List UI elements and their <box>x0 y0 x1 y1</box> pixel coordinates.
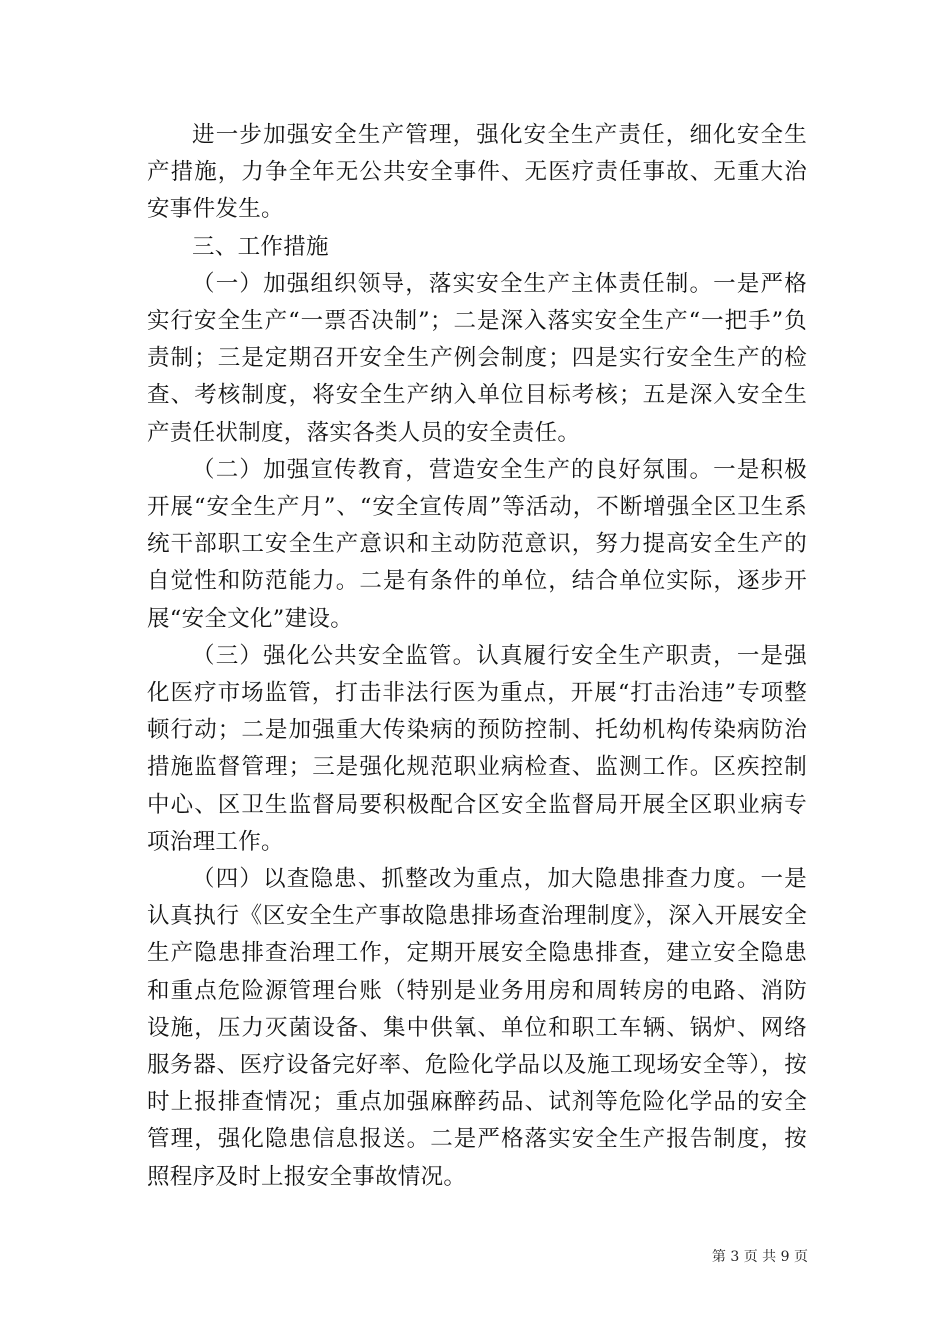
paragraph-measure-3: （三）强化公共安全监管。认真履行安全生产职责，一是强化医疗市场监管，打击非法行医为重点，开展“打击治违”专项整顿行动；二是加强重大传染病的预防控制、托幼机构传染病防治措施监督管理；三是强化规范职业病检查、监测工作。区疾控制中心、区卫生监督局要积极配合区安全监督局开展全区职业病专项治理工作。 <box>147 642 807 855</box>
page-number: 第 3 页 共 9 页 <box>711 1249 808 1265</box>
section-heading: 三、工作措施 <box>192 233 329 260</box>
document-body <box>147 117 807 1196</box>
paragraph-measure-4: （四）以查隐患、抓整改为重点，加大隐患排查力度。一是认真执行《区安全生产事故隐患排场查治理制度》，深入开展安全生产隐患排查治理工作，定期开展安全隐患排查，建立安全隐患和重点危险源管理台账（特别是业务用房和周转房的电路、消防设施，压力灭菌设备、集中供氧、单位和职工车辆、锅炉、网络服务器、医疗设备完好率、危险化学品以及施工现场安全等），按时上报排查情况；重点加强麻醉药品、试剂等危险化学品的安全管理，强化隐患信息报送。二是严格落实安全生产报告制度，按照程序及时上报安全事故情况。 <box>147 866 807 1190</box>
paragraph-measure-2: （二）加强宣传教育，营造安全生产的良好氛围。一是积极开展“安全生产月”、“安全宣传周”等活动，不断增强全区卫生系统干部职工安全生产意识和主动防范意识，努力提高安全生产的自觉性和防范能力。二是有条件的单位，结合单位实际，逐步开展“安全文化”建设。 <box>147 456 807 632</box>
paragraph-intro: 进一步加强安全生产管理，强化安全生产责任，细化安全生产措施，力争全年无公共安全事件、无医疗责任事故、无重大治安事件发生。 <box>147 122 807 223</box>
paragraph-measure-1: （一）加强组织领导，落实安全生产主体责任制。一是严格实行安全生产“一票否决制”；二是深入落实安全生产“一把手”负责制；三是定期召开安全生产例会制度；四是实行安全生产的检查、考核制度，将安全生产纳入单位目标考核；五是深入安全生产责任状制度，落实各类人员的安全责任。 <box>147 270 807 446</box>
